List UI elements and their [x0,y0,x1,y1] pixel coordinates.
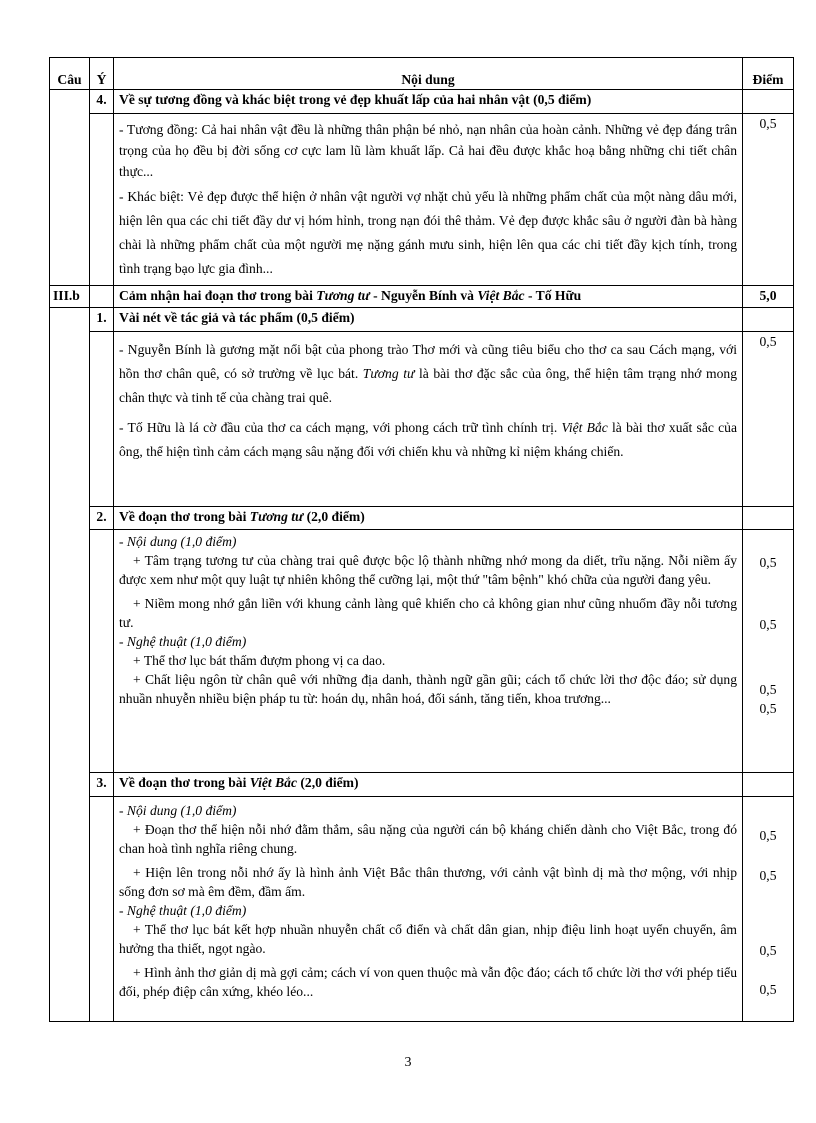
work-title: Tương tư [249,509,304,524]
item-number: 3. [90,773,114,797]
section-title-text: - Nguyễn Bính và [369,288,478,303]
score-column [743,530,794,773]
answer-key-table [49,57,794,1022]
score-value: 0,5 [759,555,777,570]
score-value: 0,5 [759,682,777,697]
item-number: 2. [90,507,114,530]
score-value: 0,5 [759,868,777,883]
criteria-item: + Thể thơ lục bát kết hợp nhuần nhuyễn chất cổ điển và chất dân gian, nhịp điệu linh hoạt uyển chuyển, âm hưởng tha thiết, ngọt ngào. [119,922,737,956]
content-paragraph: - Khác biệt: Vẻ đẹp được thể hiện ở nhân vật người vợ nhặt chủ yếu là những phẩm chất của một nàng dâu mới, hiện lên qua các chi tiết đầy dư vị hóm hỉnh, trong nạn đói thê thảm. Vẻ đẹp được khắc sâu ở người đàn bà hàng chài là những phẩm chất của một người mẹ nặng gánh mưu sinh, hiện lên qua các chi tiết đầy kịch tính, trong tình trạng bạo lực gia đình... [119,189,737,276]
content-text: - Nguyễn Bính là gương mặt nổi bật của phong trào Thơ mới và cũng tiêu biểu cho thơ ca sau Cách mạng, với hồn thơ chân quê, có sở trường về lục bát. [119,342,737,381]
criteria-item: + Chất liệu ngôn từ chân quê với những địa danh, thành ngữ gần gũi; cách tổ chức lời thơ độc đáo; sử dụng nhuần nhuyễn nhiều biện pháp tu từ: hoán dụ, nhân hoá, đối sánh, tăng tiến, khoa trương... [119,672,737,706]
item-cell-empty [90,332,114,507]
item-cell-empty [90,114,114,286]
criteria-item: + Niềm mong nhớ gắn liền với khung cảnh làng quê khiến cho cả không gian như cũng nhuốm đầy nỗi tương tư. [119,596,737,630]
table-row [50,308,794,332]
section-score: 5,0 [743,286,794,308]
table-row [50,530,794,773]
item-content [114,332,743,507]
item-cell-empty [90,286,114,308]
cau-cell-empty [50,90,90,286]
score-value: 0,5 [759,982,777,997]
cau-cell-empty [50,308,90,1022]
item-title: Về sự tương đồng và khác biệt trong vẻ đẹp khuất lấp của hai nhân vật (0,5 điểm) [114,90,743,114]
criteria-label: - Nội dung (1,0 điểm) [119,534,237,549]
work-title: Việt Bắc [249,775,297,790]
table-row [50,114,794,286]
item-number: 4. [90,90,114,114]
criteria-item: + Hiện lên trong nỗi nhớ ấy là hình ảnh Việt Bắc thân thương, với cảnh vật bình dị mà thơ mộng, với nhịp sống đơn sơ mà êm đềm, đầm ấm. [119,865,737,899]
score-cell-empty [743,308,794,332]
section-row [50,286,794,308]
work-title: Tương tư [362,366,415,381]
score-column [743,797,794,1022]
work-title: Việt Bắc [561,420,608,435]
section-title-text: - Tố Hữu [524,288,582,303]
header-noi-dung: Nội dung [114,58,743,90]
score-value: 0,5 [759,701,777,716]
score-cell-empty [743,507,794,530]
score-value: 0,5 [743,332,794,507]
page-number: 3 [404,1055,412,1070]
item-title [114,507,743,530]
work-title: Việt Bắc [477,288,525,303]
score-value: 0,5 [759,617,777,632]
score-value: 0,5 [759,943,777,958]
content-paragraph: - Tương đồng: Cả hai nhân vật đều là những thân phận bé nhỏ, nạn nhân của hoàn cảnh. Những vẻ đẹp đáng trân trọng của họ đều bị đời sống cơ cực lam lũ làm khuất lấp. Cả hai đều được khắc hoạ bằng những chi tiết chân thực... [119,122,737,179]
table-row [50,773,794,797]
score-value: 0,5 [743,114,794,286]
item-content [114,114,743,286]
item-title [114,773,743,797]
score-cell-empty [743,773,794,797]
item-title-text: (2,0 điểm) [303,509,365,524]
header-diem: Điểm [743,58,794,90]
section-label: III.b [50,286,90,308]
table-row [50,90,794,114]
criteria-item: + Hình ảnh thơ giản dị mà gợi cảm; cách ví von quen thuộc mà vẫn độc đáo; cách tổ chức lời thơ với phép tiểu đối, phép điệp cân xứng, khéo léo... [119,965,737,999]
score-value: 0,5 [759,828,777,843]
item-number: 1. [90,308,114,332]
item-title-text: Về đoạn thơ trong bài [119,509,250,524]
criteria-item: + Tâm trạng tương tư của chàng trai quê được bộc lộ thành những nhớ mong da diết, trĩu nặng. Nỗi niềm ấy được xem như một quy luật tự nhiên không thể cưỡng lại, một thứ "tâm bệnh" khó chữa của người đang yêu. [119,553,737,587]
criteria-label: - Nghệ thuật (1,0 điểm) [119,903,247,918]
table-row [50,332,794,507]
content-text: - Tố Hữu là lá cờ đầu của thơ ca cách mạng, với phong cách trữ tình chính trị. [119,420,562,435]
criteria-item: + Đoạn thơ thể hiện nỗi nhớ đằm thắm, sâu nặng của người cán bộ kháng chiến dành cho Việt Bắc, trong đó chan hoà tình nghĩa riêng chung. [119,822,737,856]
item-title-text: (2,0 điểm) [296,775,359,790]
item-cell-empty [90,797,114,1022]
criteria-item: + Thể thơ lục bát thấm đượm phong vị ca dao. [133,653,386,668]
content-paragraph [119,416,737,464]
item-content [114,530,743,773]
item-title-text: Về đoạn thơ trong bài [119,775,250,790]
table-row [50,797,794,1022]
content-text: là bài thơ xuất sắc của ông, thể hiện tình cảm cách mạng sâu nặng đối với chiến khu và những kỉ niệm kháng chiến. [119,420,737,459]
header-y: Ý [90,58,114,90]
score-cell-empty [743,90,794,114]
item-cell-empty [90,530,114,773]
header-cau: Câu [50,58,90,90]
table-row [50,507,794,530]
section-title-text: Cảm nhận hai đoạn thơ trong bài [119,288,317,303]
criteria-label: - Nghệ thuật (1,0 điểm) [119,634,247,649]
section-title [114,286,743,308]
item-title: Vài nét về tác giả và tác phẩm (0,5 điểm) [114,308,743,332]
criteria-label: - Nội dung (1,0 điểm) [119,803,237,818]
content-paragraph [119,338,737,410]
content-text: là bài thơ đặc sắc của ông, thể hiện tâm trạng nhớ mong chân thực và tinh tế của chàng trai quê. [119,366,737,405]
work-title: Tương tư [316,288,370,303]
item-content [114,797,743,1022]
table-header-row [50,58,794,90]
